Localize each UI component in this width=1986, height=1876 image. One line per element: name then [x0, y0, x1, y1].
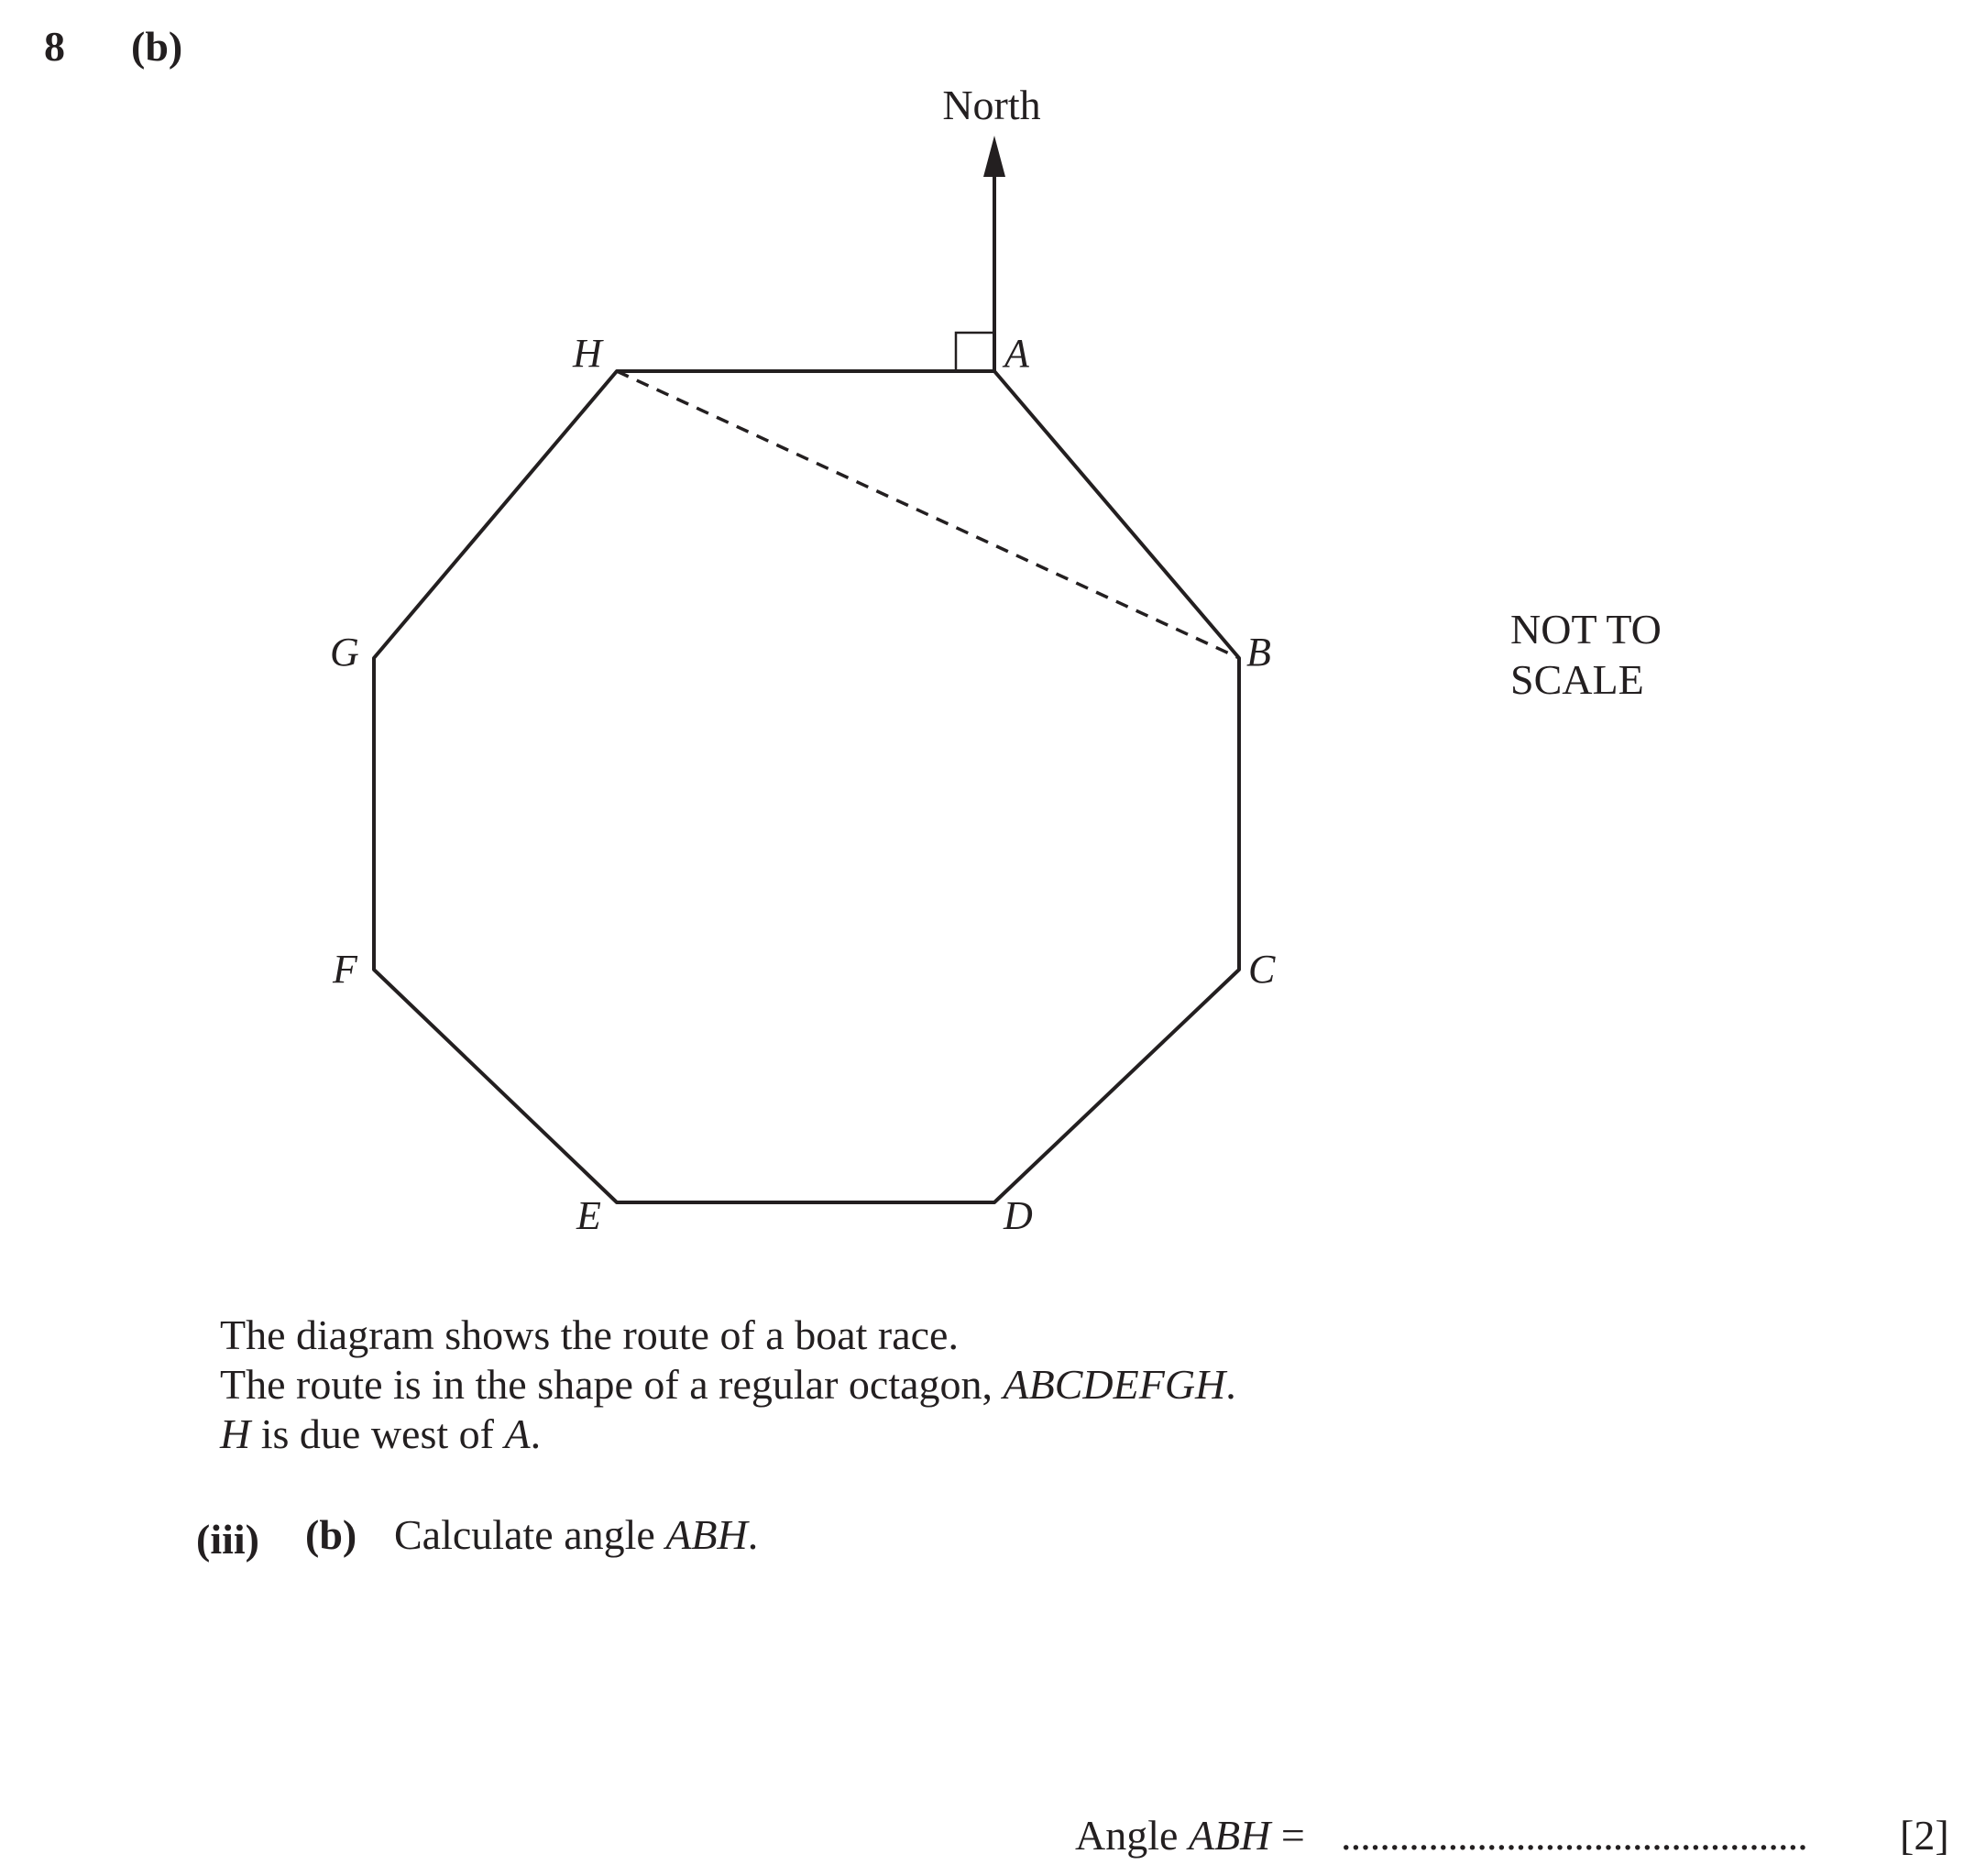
vertex-label-c: C [1248, 947, 1276, 992]
subquestion-part: (b) [305, 1511, 357, 1558]
subquestion-angle: ABH [665, 1511, 748, 1558]
not-to-scale-line1: NOT TO [1510, 606, 1662, 653]
subquestion-roman: (iii) [196, 1516, 259, 1563]
dashed-line-hb [617, 371, 1239, 658]
not-to-scale-line2: SCALE [1510, 656, 1644, 703]
description-line-3 [220, 1410, 541, 1459]
vertex-label-e: E [576, 1193, 601, 1238]
answer-label-pre: Angle [1075, 1812, 1189, 1859]
answer-label-post: = [1270, 1812, 1305, 1859]
vertex-label-d: D [1004, 1193, 1033, 1238]
subquestion-text [394, 1510, 758, 1559]
description-line-3-end: . [530, 1410, 542, 1457]
right-angle-marker [956, 333, 994, 371]
subquestion-text-pre: Calculate angle [394, 1511, 666, 1558]
question-number: 8 [44, 23, 65, 70]
description-line-3-text: is due west of [250, 1410, 505, 1457]
north-arrow-head [983, 136, 1005, 177]
vertex-label-h: H [573, 331, 602, 376]
answer-label [1075, 1811, 1305, 1860]
answer-angle: ABH [1188, 1812, 1271, 1859]
marks-label: [2] [1900, 1812, 1949, 1859]
vertex-label-b: B [1246, 630, 1271, 675]
description-line-1: The diagram shows the route of a boat race. [220, 1311, 959, 1358]
description-line-2-end: . [1225, 1361, 1236, 1408]
vertex-label-g: G [330, 630, 359, 675]
point-a: A [504, 1410, 531, 1457]
vertex-label-f: F [333, 947, 357, 992]
north-label: North [942, 82, 1041, 128]
octagon-route [374, 371, 1239, 1202]
answer-field[interactable]: ................................................ [1341, 1812, 1807, 1859]
question-part: (b) [131, 23, 183, 70]
description-line-2-text: The route is in the shape of a regular octagon, [220, 1361, 1004, 1408]
octagon-name: ABCDEFGH [1003, 1361, 1226, 1408]
description-line-2 [220, 1360, 1236, 1410]
subquestion-text-post: . [747, 1511, 759, 1558]
point-h: H [220, 1410, 251, 1457]
vertex-label-a: A [1004, 331, 1029, 376]
